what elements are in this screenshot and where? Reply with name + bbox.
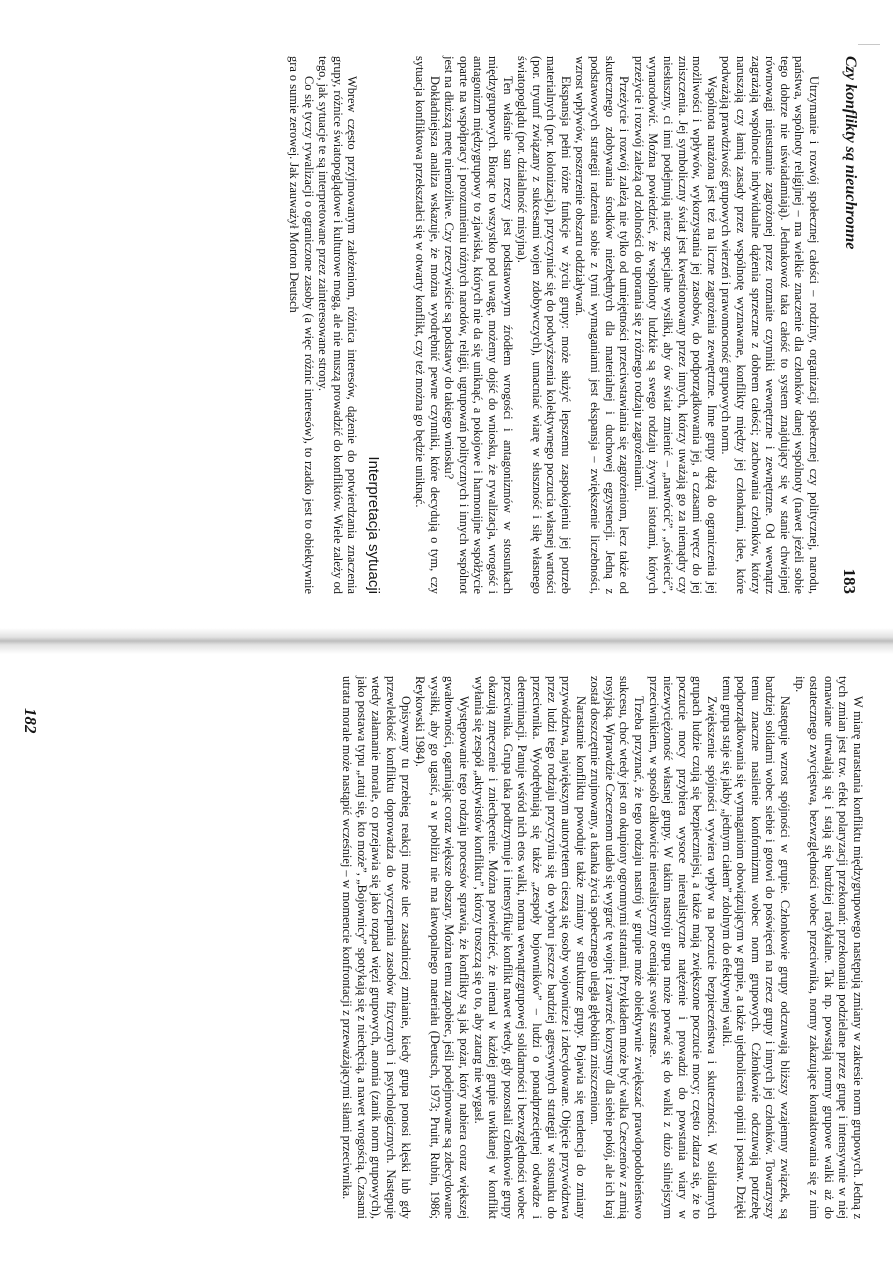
- page-182: [0, 652, 893, 1263]
- paragraph: Wbrew często przyjmowanym założeniom, różnica interesów, dążenie do potwierdzania znaczenia grupy, różnice światopoglądowe i kulturowe mogą, ale nie muszą prowadzić do konfliktów. Wiele zależy od tego, jak sytuacje te są interpretowane przez zainteresowane strony.: [316, 56, 360, 594]
- paragraph: Występowanie tego rodzaju procesów sprawia, że konflikty są jak pożar, który nabiera coraz większej gwałtowności, ogarniając coraz większe obszary. Można temu zapobiec, jeśli podejmowane są zdecydowane wysiłki, aby go ugasić, a w pobliżu nie ma łatwopalnego materiału (Deutsch, 1973; Pruitt, Rubin, 1986; Reykowski 1984).: [413, 676, 471, 1219]
- paragraph: Następuje wzrost spójności w grupie. Członkowie grupy odczuwają bliższy wzajemny związek, są bardziej solidarni wobec siebie i gotowi do poświęceń na rzecz grupy i innych jej członków. Towarzyszy temu znaczne nasilenie konformizmu wobec norm grupowych. Członkowie odczuwają potrzebę podporządkowania się wymaganiom obowiązującym w grupie, a także ujednolicenia opinii i postaw. Dzięki temu grupa staje się jakby „jednym ciałem” zdolnym do efektywnej walki.: [719, 676, 793, 1219]
- paragraph: Trzeba przyznać, że tego rodzaju nastrój w grupie może obiektywnie zwiększać prawdopodobieństwo sukcesu, choć wtedy jest on okupiony ogromnymi stratami. Przykładem może być walka Czeczenów z armią rosyjską. Wprawdzie Czeczenom udało się wygrać tę wojnę i zawrzeć korzystny dla siebie pokój, ale ich kraj został doszczętnie zrujnowany, a tkanka życia społecznego uległa głębokim zniszczeniom.: [588, 676, 647, 1219]
- paragraph: Dokładniejsza analiza wskazuje, że można wyodrębnić pewne czynniki, które decydują o tym, czy sytuacja konfliktowa przekształci się w otwarty konflikt, czy też można go będzie uniknąć.: [412, 56, 442, 594]
- page-number: 182: [21, 708, 40, 734]
- paragraph: Narastanie konfliktu powoduje także zmiany w strukturze grupy. Pojawia się tendencja do zmiany przywództwa, największym autorytetem cieszą się osoby wojownicze i zdecydowane. Objęcie przywództwa przez ludzi tego rodzaju przyczynia się do wyboru jeszcze bardziej agresywnych strategii w stosunku do przeciwnika. Wyodrębniają się także „zespoły bojowników” – ludzi o ponadprzeciętnej odwadze i determinacji. Panuje wśród nich etos walki, norma wewnątrzgrupowej solidarności i bezwzględności wobec przeciwnika. Grupa taka podtrzymuje i intensyfikuje konflikt nawet wtedy, gdy pozostali członkowie grupy okazują zmęczenie i zniechęcenie. Można powiedzieć, że niemal w każdej grupie uwikłanej w konflikt wyłania się zespół „aktywistów konfliktu”, którzy troszczą się o to, aby zatarg nie wygasł.: [471, 676, 588, 1219]
- paragraph: W miarę narastania konfliktu międzygrupowego następują zmiany w zakresie norm grupowych. Jedną z tych zmian jest tzw. efekt polaryzacji przekonań: przekonania podzielane przez grupę i intensywnie w niej omawiane utrwalają się i stają się bardziej radykalne. Tak np. powstają normy grupowe walki aż do ostatecznego zwycięstwa, bezwzględności wobec przeciwnika, normy zakazujące kontaktowania się z nim itp.: [792, 676, 865, 1219]
- paragraph: Ekspansja pełni różne funkcje w życiu grupy: może służyć lepszemu zaspokojeniu jej potrzeb materialnych (por. kolonizacja), przyczyniać się do podwyższenia kolektywnego poczucia własnej wartości (por. tryumf związany z sukcesami wojen zdobywczych), umacniać wiarę w słuszność i siłę własnego światopoglądu (por. działalność misyjna).: [515, 56, 573, 594]
- paragraph: Zwiększenie spójności wywiera wpływ na poczucie bezpieczeństwa i skuteczności. W solidarnych grupach ludzie czują się bezpieczniejsi, a także mają zwiększone poczucie mocy; często zdarza się, że to poczucie mocy przybiera wysoce nierealistyczne natężenie i prowadzi do powstania wiary w niezwyciężoność własnej grupy. W takim nastroju grupa może porwać się do walki z dużo silniejszym przeciwnikiem, w sposób całkowicie nierealistyczny oceniając swoje szanse.: [646, 676, 720, 1219]
- body-text: [286, 56, 821, 594]
- paragraph: Opisywany tu przebieg reakcji może ulec zasadniczej zmianie, kiedy grupa ponosi klęski lub gdy przewlekłość konfliktu doprowadza do wyczerpania zasobów fizycznych i psychologicznych. Następuje wtedy załamanie morale, co przejawia się jako rozpad więzi grupowych, anomia (zanik norm grupowych), jako postawa typu „ratuj się, kto może”, „Bojownicy” spotykają się z niechęcią, a nawet wrogością. Czasami utrata morale może nastąpić wcześniej – w momencie konfrontacji z przeważającymi siłami przeciwnika.: [340, 676, 413, 1219]
- paragraph: Przeżycie i rozwój zależą nie tylko od umiejętności przeciwstawiania się zagrożeniom, lecz także od skutecznego zdobywania środków niezbędnych dla materialnej i duchowej egzystencji. Jedną z podstawowych strategii radzenia sobie z tymi wymaganiami jest ekspansja – zwiększenie liczebności, wzrost wpływów, poszerzenie obszaru oddziaływań.: [573, 56, 632, 594]
- book-gutter: [0, 628, 893, 654]
- section-gap: [382, 56, 412, 594]
- page-header: [821, 56, 865, 594]
- section-heading: Interpretacja sytuacji: [365, 456, 383, 594]
- paragraph: Ten właśnie stan rzeczy jest podstawowym źródłem wrogości i antagonizmów w stosunkach międzygrupowych. Biorąc to wszystko pod uwagę, możemy dojść do wniosku, że rywalizacja, wrogość i antagonizm międzygrupowy to zjawiska, których nie da się uniknąć, a pokojowe i harmonijne współżycie oparte na współpracy i porozumieniu różnych narodów, religii, ugrupowań politycznych i innych wspólnot jest na dłuższą metę niemożliwe. Czy rzeczywiście są podstawy do takiego wniosku?: [442, 56, 515, 594]
- body-text: [340, 676, 865, 1219]
- paragraph: Wspólnota narażona jest też na liczne zagrożenia zewnętrzne. Inne grupy dążą do ograniczenia jej możliwości i wpływów, wykorzystania jej zasobów, do podporządkowania jej, a czasami wręcz do jej zniszczenia. Jej symboliczny świat jest kwestionowany przez innych, którzy uważają go za niemądry czy niesłuszny, ci inni podejmują nieraz specjalne wysiłki, aby ów świat zmienić – „nawrócić”, „oświecić”, wynarodowić. Można powiedzieć, że wspólnoty ludzkie są swego rodzaju żywymi istotami, których przeżycie i rozwój zależą od zdolności do uporania się z różnego rodzaju zagrożeniami.: [631, 56, 719, 594]
- scan-mark: [858, 44, 880, 45]
- page-number: 183: [840, 568, 859, 594]
- paragraph: Utrzymanie i rozwój społecznej całości – rodziny, organizacji społecznej czy politycznej, narodu, państwa, wspólnoty religijnej – ma wielkie znaczenie dla członków danej wspólnoty (nawet jeżeli sobie tego dobrze nie uświadamiają). Jednakowoż taka całość to system znajdujący się w stanie chwiejnej równowagi nieustannie zagrożonej przez rozmaite czynniki wewnętrzne i zewnętrzne. Od wewnątrz zagrażają wspólnocie indywidualne dążenia sprzeczne z dobrem całości; zachowania członków, którzy naruszają czy łamią zasady przez wspólnotę wyznawane, konflikty między jej członkami, idee, które podważają prawdziwość grupowych wierzeń i prawomocność grupowych norm.: [719, 56, 821, 594]
- paragraph: Co się tyczy rywalizacji o ograniczone zasoby (a więc różnic interesów), to rzadko jest to obiektywnie gra o sumie zerowej. Jak zauważył Morton Deutsch: [287, 56, 316, 594]
- running-title: Czy konflikty są nieuchronne: [842, 56, 859, 250]
